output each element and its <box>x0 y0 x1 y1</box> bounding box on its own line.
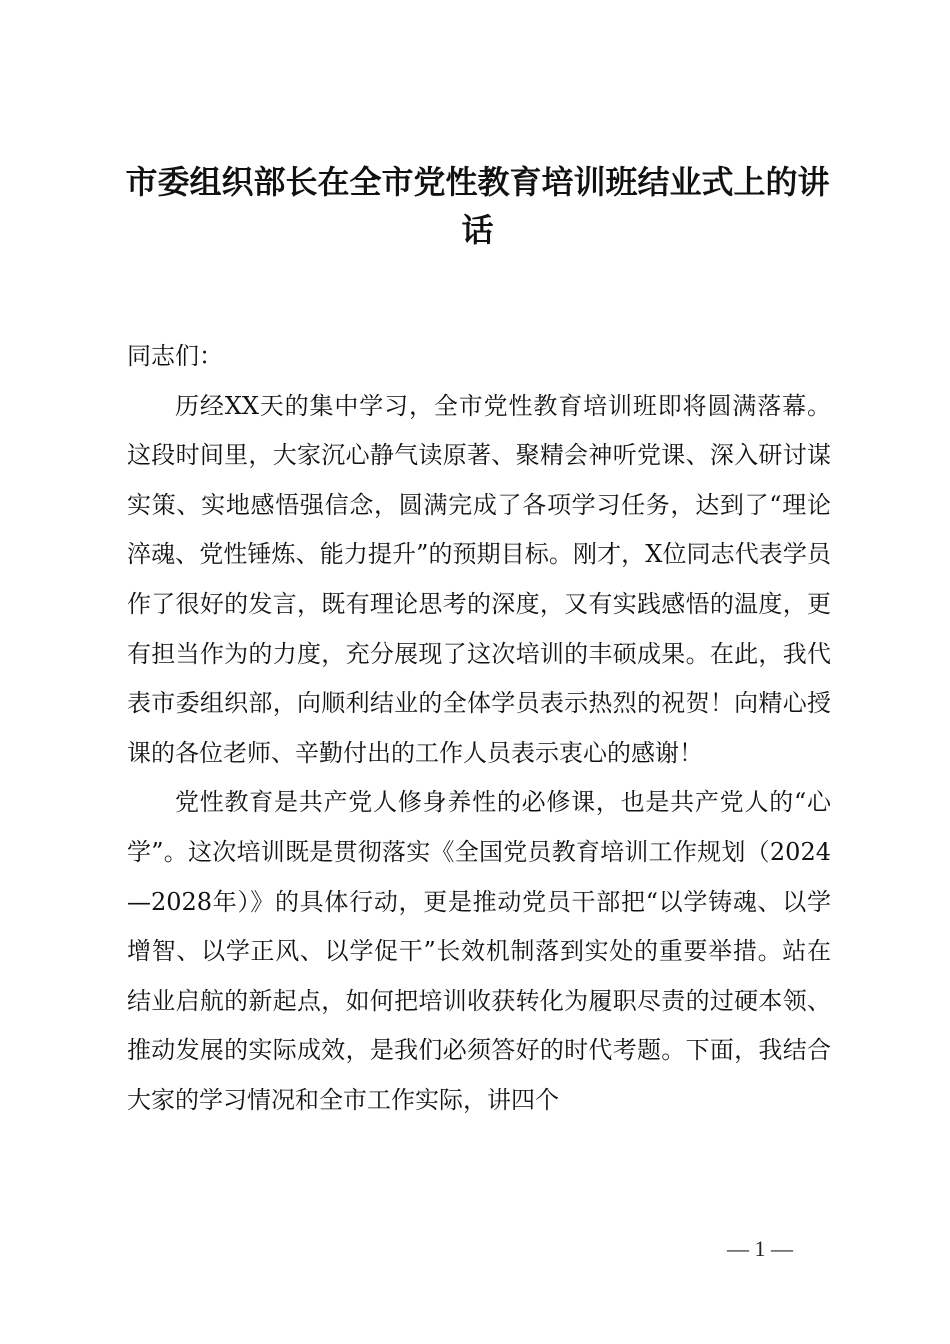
document-title: 市委组织部长在全市党性教育培训班结业式上的讲话 <box>125 163 830 249</box>
document-body <box>127 332 831 1126</box>
salutation: 同志们： <box>127 342 223 370</box>
page-number: — 1 — <box>727 1236 793 1261</box>
body-paragraph: 历经XX天的集中学习，全市党性教育培训班即将圆满落幕。这段时间里，大家沉心静气读原著、聚精会神听党课、深入研讨谋实策、实地感悟强信念，圆满完成了各项学习任务，达到了“理论淬魂、党性锤炼、能力提升”的预期目标。刚才，X位同志代表学员作了很好的发言，既有理论思考的深度，又有实践感悟的温度，更有担当作为的力度，充分展现了这次培训的丰硕成果。在此，我代表市委组织部，向顺利结业的全体学员表示热烈的祝贺！向精心授课的各位老师、辛勤付出的工作人员表示衷心的感谢！ <box>127 391 831 767</box>
body-paragraph: 党性教育是共产党人修身养性的必修课，也是共产党人的“心学”。这次培训既是贯彻落实《全国党员教育培训工作规划（2024—2028年）》的具体行动，更是推动党员干部把“以学铸魂、以学增智、以学正风、以学促干”长效机制落到实处的重要举措。站在结业启航的新起点，如何把培训收获转化为履职尽责的过硬本领、推动发展的实际成效，是我们必须答好的时代考题。下面，我结合大家的学习情况和全市工作实际，讲四个 <box>127 788 831 1114</box>
